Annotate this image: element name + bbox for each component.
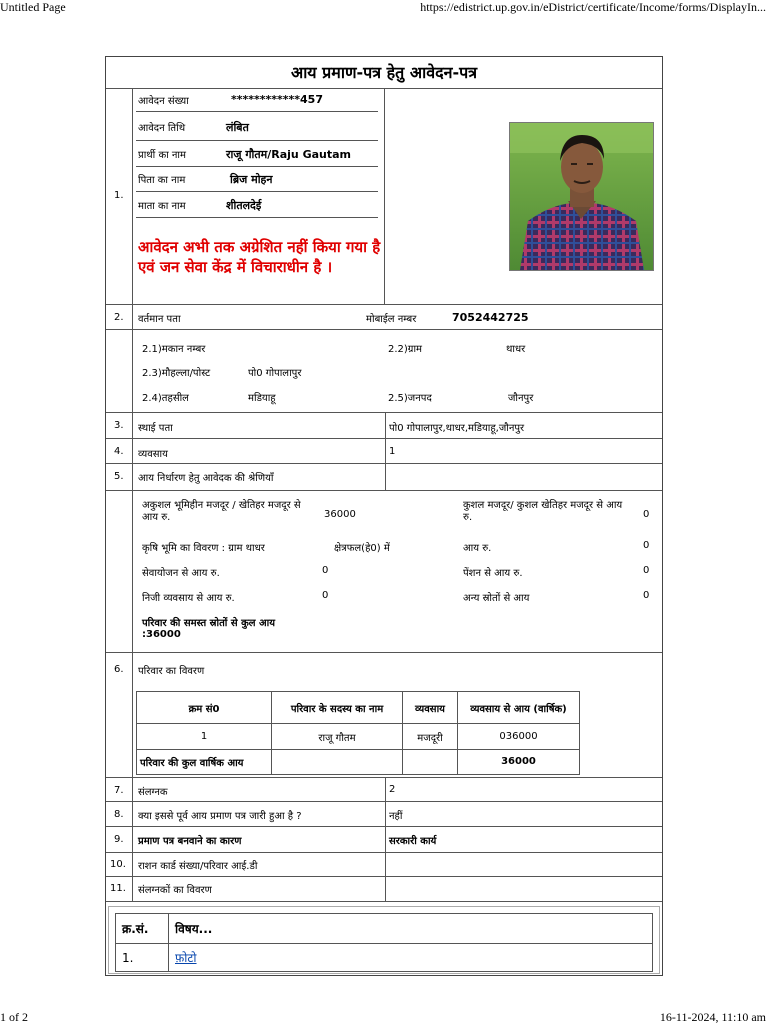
mobile-value: 7052442725 xyxy=(452,311,529,324)
tehsil-label: 2.4)तहसील xyxy=(142,393,189,404)
mother-name-value: शीतलदेई xyxy=(226,199,262,212)
skilled-income-label: कुशल मजदूर/ कुशल खेतिहर मजदूर से आय रु. xyxy=(463,500,623,523)
agri-income-label: आय रु. xyxy=(463,543,492,554)
business-income-value: 0 xyxy=(322,590,329,601)
family-table xyxy=(136,691,580,775)
family-row-member: राजू गौतम xyxy=(272,724,403,749)
family-row-sno: 1 xyxy=(137,724,272,749)
attachments-detail-label: संलग्नकों का विवरण xyxy=(138,885,212,896)
father-name-value: ब्रिज मोहन xyxy=(230,173,273,186)
section-5-number: 5. xyxy=(114,471,124,482)
other-income-label: अन्य स्रोतों से आय xyxy=(463,593,530,604)
section-1-number: 1. xyxy=(114,190,124,201)
attachments-header-sno: क्र.सं. xyxy=(116,914,169,944)
total-income-label: परिवार की समस्त स्रोतों से कुल आय xyxy=(142,618,276,629)
house-number-label: 2.1)मकान नम्बर xyxy=(142,344,206,355)
previous-certificate-value: नहीं xyxy=(389,811,403,822)
table-row xyxy=(137,724,580,749)
village-label: 2.2)ग्राम xyxy=(388,344,423,355)
application-number-value: ************457 xyxy=(231,93,323,106)
village-value: थाधर xyxy=(506,344,526,355)
family-row-income: 036000 xyxy=(458,724,580,749)
tehsil-value: मडियाहू xyxy=(248,393,276,404)
certificate-reason-label: प्रमाण पत्र बनवाने का कारण xyxy=(138,836,242,847)
business-income-label: निजी व्यवसाय से आय रु. xyxy=(142,593,235,604)
attachments-count-label: संलग्नक xyxy=(138,787,168,798)
status-notice: आवेदन अभी तक अग्रेशित नहीं किया गया है एवं जन सेवा केंद्र में विचाराधीन है । xyxy=(138,238,381,276)
application-date-label: आवेदन तिथि xyxy=(138,123,186,134)
page-title: Untitled Page xyxy=(0,0,66,14)
attachments-count-value: 2 xyxy=(389,784,396,795)
form-title: आय प्रमाण-पत्र हेतु आवेदन-पत्र xyxy=(290,63,478,82)
mobile-label: मोबाईल नम्बर xyxy=(366,314,417,325)
page-url: https://edistrict.up.gov.in/eDistrict/certificate/Income/forms/DisplayIn... xyxy=(420,0,766,14)
family-header-sno: क्रम सं0 xyxy=(137,692,272,724)
skilled-income-value: 0 xyxy=(643,509,650,520)
district-label: 2.5)जनपद xyxy=(388,393,432,404)
section-6-number: 6. xyxy=(114,664,124,675)
agri-income-value: 0 xyxy=(643,540,650,551)
application-number-label: आवेदन संख्या xyxy=(138,96,189,107)
mother-name-label: माता का नाम xyxy=(138,201,186,212)
previous-certificate-label: क्या इससे पूर्व आय प्रमाण पत्र जारी हुआ है ? xyxy=(138,811,302,822)
list-item xyxy=(116,944,653,972)
applicant-name-value: राजू गौतम/Raju Gautam xyxy=(226,148,351,161)
unskilled-income-value: 36000 xyxy=(324,509,356,520)
permanent-address-label: स्थाई पता xyxy=(138,423,173,434)
total-income-value: :36000 xyxy=(142,629,181,640)
family-total-value: 36000 xyxy=(458,749,580,774)
section-11-number: 11. xyxy=(110,883,126,894)
print-datetime: 16-11-2024, 11:10 am xyxy=(659,1010,766,1024)
father-name-label: पिता का नाम xyxy=(138,175,186,186)
service-income-value: 0 xyxy=(322,565,329,576)
family-header-occupation: व्यवसाय xyxy=(403,692,458,724)
family-header-income: व्यवसाय से आय (वार्षिक) xyxy=(458,692,580,724)
pension-income-label: पेंशन से आय रु. xyxy=(463,568,523,579)
attachments-table xyxy=(115,913,653,972)
pension-income-value: 0 xyxy=(643,565,650,576)
other-income-value: 0 xyxy=(643,590,650,601)
attachments-row-sno: 1. xyxy=(116,944,169,972)
mohalla-value: पो0 गोपालापुर xyxy=(248,368,302,379)
section-3-number: 3. xyxy=(114,420,124,431)
family-total-label: परिवार की कुल वार्षिक आय xyxy=(137,749,272,774)
application-form xyxy=(105,56,663,976)
page-count: 1 of 2 xyxy=(0,1010,28,1024)
certificate-reason-value: सरकारी कार्य xyxy=(389,836,437,847)
applicant-photo xyxy=(509,122,654,271)
area-label: क्षेत्रफल(हे0) में xyxy=(334,543,390,554)
photo-attachment-link[interactable]: फ़ोटो xyxy=(175,951,197,965)
attachments-header-subject: विषय... xyxy=(169,914,653,944)
occupation-label: व्यवसाय xyxy=(138,449,168,460)
ration-card-label: राशन कार्ड संख्या/परिवार आई.डी xyxy=(138,861,258,872)
applicant-name-label: प्रार्थी का नाम xyxy=(138,150,187,161)
mohalla-label: 2.3)मौहल्ला/पोस्ट xyxy=(142,368,211,379)
agri-land-label: कृषि भूमि का विवरण : ग्राम थाधर xyxy=(142,543,265,554)
service-income-label: सेवायोजन से आय रु. xyxy=(142,568,220,579)
section-4-number: 4. xyxy=(114,446,124,457)
permanent-address-value: पो0 गोपालापुर,थाधर,मडियाहू,जौनपुर xyxy=(389,423,525,434)
section-10-number: 10. xyxy=(110,859,126,870)
section-2-number: 2. xyxy=(114,312,124,323)
district-value: जौनपुर xyxy=(508,393,534,404)
attachments-panel xyxy=(108,906,660,974)
occupation-value: 1 xyxy=(389,446,396,457)
unskilled-income-label: अकुशल भूमिहीन मजदूर / खेतिहर मजदूर से आय रु. xyxy=(142,500,301,523)
income-category-label: आय निर्धारण हेतु आवेदक की श्रेणियाँ xyxy=(138,473,274,484)
section-8-number: 8. xyxy=(114,809,124,820)
family-row-occupation: मजदूरी xyxy=(403,724,458,749)
section-9-number: 9. xyxy=(114,834,124,845)
section-7-number: 7. xyxy=(114,785,124,796)
family-details-label: परिवार का विवरण xyxy=(138,666,205,677)
application-date-value: लंबित xyxy=(226,121,249,134)
current-address-label: वर्तमान पता xyxy=(138,314,181,325)
family-header-member: परिवार के सदस्य का नाम xyxy=(272,692,403,724)
